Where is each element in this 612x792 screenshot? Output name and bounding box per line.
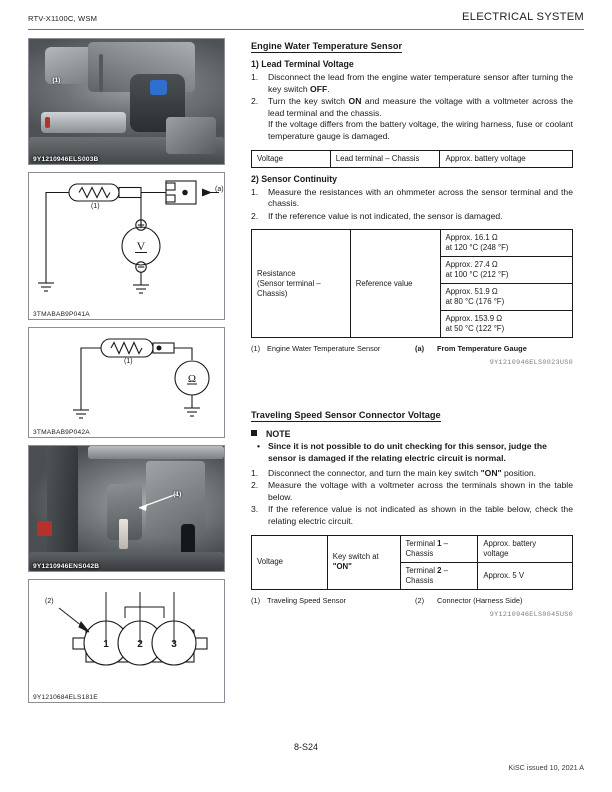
subsection-title: 1) Lead Terminal Voltage xyxy=(251,59,354,69)
legend-text: Connector (Harness Side) xyxy=(437,595,523,605)
header-rule xyxy=(28,29,584,30)
header-section: ELECTRICAL SYSTEM xyxy=(462,11,584,23)
terminal-label: Terminal 2 – xyxy=(405,565,449,575)
terminal-label-2: Chassis xyxy=(405,548,434,558)
table-row xyxy=(252,230,573,257)
figure-connector xyxy=(28,579,225,703)
cell-resistance-value xyxy=(440,230,573,257)
resistance: Approx. 153.9 Ω xyxy=(445,314,503,324)
table-sensor-resistance xyxy=(251,229,573,338)
diagram-label-sensor: (1) xyxy=(91,203,100,210)
note-text: Since it is not possible to do unit checking for this sensor, judge the sensor is damaged if the relating electric circuit is normal. xyxy=(268,441,547,463)
table-lead-terminal-voltage xyxy=(251,150,573,168)
connector-terminal-3: 3 xyxy=(171,639,177,650)
legend-text: Traveling Speed Sensor xyxy=(267,595,347,605)
step-item xyxy=(251,480,573,503)
cell-measurement: Voltage xyxy=(252,535,328,589)
note-body xyxy=(251,441,573,464)
drawing-reference-id: 9Y1210946ELS0023US0 xyxy=(489,359,573,368)
condition-line: Key switch at xyxy=(332,552,379,561)
legend-index: (2) xyxy=(415,595,425,605)
label-line: Resistance xyxy=(257,268,296,278)
step-number: 1. xyxy=(251,467,259,478)
cell-reference: Approx. battery voltage xyxy=(440,150,573,167)
cell-resistance-value xyxy=(440,284,573,311)
value-line: Approx. battery xyxy=(483,538,537,548)
step-number: 2. xyxy=(251,96,259,107)
figure-continuity-circuit xyxy=(28,327,225,438)
figure-caption: 3TMABAB9P042A xyxy=(29,428,224,437)
cell-resistance-value xyxy=(440,257,573,284)
photo-callout-1: (1) xyxy=(173,491,182,498)
step-text: Disconnect the lead from the engine water temperature sensor after turning the key switch OFF. xyxy=(268,72,573,94)
figure-caption: 9Y1210946ENS042B xyxy=(33,563,100,570)
issue-stamp: KiSC issued 10, 2021 A xyxy=(508,763,584,772)
step-item xyxy=(251,72,573,95)
legend-index: (a) xyxy=(415,344,425,354)
figure-column xyxy=(28,38,225,710)
svg-text:V: V xyxy=(136,239,146,253)
temperature: at 50 °C (122 °F) xyxy=(445,324,505,334)
cell-reference-label: Reference value xyxy=(350,230,440,338)
content-column xyxy=(251,36,573,619)
terminal-label-2: Chassis xyxy=(405,575,434,585)
step-text: Measure the resistances with an ohmmeter across the sensor terminal and the chassis. xyxy=(268,186,573,209)
connector-terminal-2: 2 xyxy=(137,639,143,650)
temperature: at 120 °C (248 °F) xyxy=(445,243,509,253)
step-text: If the reference value is not indicated, the sensor is damaged. xyxy=(268,210,503,221)
speed-sensor-photo xyxy=(29,446,224,571)
section-water-temp-sensor xyxy=(251,36,573,367)
step-list-sensor-continuity xyxy=(251,187,573,223)
figure-caption: 9Y1210684ELS181E xyxy=(29,693,224,702)
terminal-label: Terminal 1 – xyxy=(405,538,449,548)
label-line: (Sensor terminal – xyxy=(257,278,321,288)
table-row xyxy=(252,150,573,167)
legend-index: (1) xyxy=(251,344,261,354)
step-item xyxy=(251,211,573,223)
photo-callout-1: (1) xyxy=(52,76,61,84)
section-title: Engine Water Temperature Sensor xyxy=(251,41,403,51)
cell-resistance-value xyxy=(440,311,573,338)
figure-voltage-circuit xyxy=(28,172,225,320)
legend-index: (1) xyxy=(251,595,261,605)
step-text: Disconnect the connector, and turn the main key switch "ON" position. xyxy=(268,467,537,478)
cell-terminal xyxy=(400,562,478,589)
step-item xyxy=(251,96,573,142)
svg-text:Ω: Ω xyxy=(187,373,197,385)
step-number: 2. xyxy=(251,480,259,491)
diagram-label-sensor: (1) xyxy=(124,358,133,365)
step-item xyxy=(251,187,573,210)
header-model: RTV-X1100C, WSM xyxy=(28,14,98,23)
cell-reference: Approx. 5 V xyxy=(478,562,573,589)
page-number: 8-S24 xyxy=(293,742,319,752)
step-number: 2. xyxy=(251,210,259,221)
legend-speed-sensor xyxy=(251,596,573,606)
legend-water-temp xyxy=(251,344,573,354)
diagram-callout-2: (2) xyxy=(45,598,54,605)
step-text: Measure the voltage with a voltmeter across the terminals shown in the table below. xyxy=(268,480,573,502)
page-footer xyxy=(0,732,612,792)
diagram-label-gauge: (a) xyxy=(215,186,224,193)
cell-measurement: Voltage xyxy=(252,150,331,167)
cell-condition xyxy=(327,535,400,589)
cell-points: Lead terminal – Chassis xyxy=(330,150,440,167)
cell-terminal xyxy=(400,535,478,562)
legend-text: From Temperature Gauge xyxy=(437,344,527,354)
table-row xyxy=(252,535,573,562)
figure-caption: 3TMABAB9P041A xyxy=(29,310,224,319)
table-speed-sensor-voltage xyxy=(251,535,573,590)
subsection-title: 2) Sensor Continuity xyxy=(251,173,338,184)
section-speed-sensor xyxy=(251,405,573,618)
cell-measurement xyxy=(252,230,351,338)
figure-engine-photo xyxy=(28,38,225,165)
temperature: at 80 °C (176 °F) xyxy=(445,297,505,307)
connector-diagram xyxy=(29,580,224,693)
step-list-speed-sensor xyxy=(251,468,573,528)
section-title: Traveling Speed Sensor Connector Voltage xyxy=(251,410,441,421)
figure-speed-sensor-photo xyxy=(28,445,225,572)
note-heading xyxy=(251,429,573,439)
step-text: Turn the key switch ON and measure the voltage with a voltmeter across the lead terminal and the chassis. xyxy=(268,96,573,118)
step-list-lead-terminal xyxy=(251,72,573,143)
figure-caption: 9Y1210946ELS003B xyxy=(33,156,99,163)
resistance: Approx. 27.4 Ω xyxy=(445,260,498,270)
step-item xyxy=(251,504,573,527)
continuity-circuit-diagram xyxy=(29,328,224,428)
drawing-reference-id: 9Y1210946ELS0045US0 xyxy=(489,610,573,619)
voltage-circuit-diagram xyxy=(29,173,224,310)
note-square-icon xyxy=(251,430,257,436)
resistance: Approx. 51.9 Ω xyxy=(445,287,498,297)
step-number: 1. xyxy=(251,186,259,197)
bullet-icon: • xyxy=(257,441,261,452)
step-extra-text: If the voltage differs from the battery voltage, the wiring harness, fuse or coolant temperature gauge is damaged. xyxy=(268,119,573,141)
step-text: If the reference value is not indicated as shown in the table below, check the relating electric circuit. xyxy=(268,504,573,526)
note-label: NOTE xyxy=(266,429,291,440)
engine-bay-photo xyxy=(29,39,224,164)
legend-text: Engine Water Temperature Sensor xyxy=(267,344,381,354)
connector-terminal-1: 1 xyxy=(103,639,109,650)
step-number: 1. xyxy=(251,72,259,82)
label-line: Chassis) xyxy=(257,288,288,298)
value-line: voltage xyxy=(483,548,509,558)
cell-reference xyxy=(478,535,573,562)
condition-line: "ON" xyxy=(332,562,352,571)
step-item xyxy=(251,468,573,480)
resistance: Approx. 16.1 Ω xyxy=(445,233,498,243)
step-number: 3. xyxy=(251,504,259,515)
temperature: at 100 °C (212 °F) xyxy=(445,270,509,280)
